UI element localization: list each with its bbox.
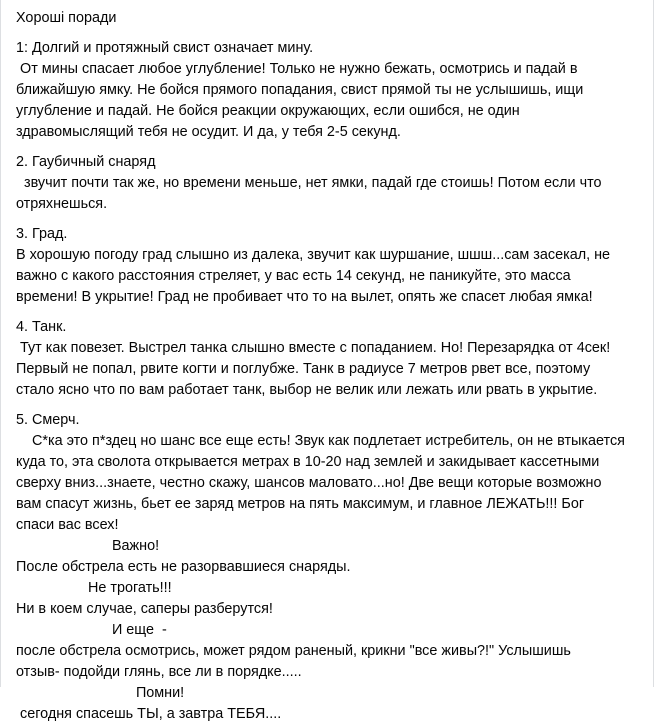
section-mine	[16, 38, 644, 143]
paragraph-gap	[16, 29, 644, 38]
remember-note: Помни!	[16, 685, 185, 701]
do-not-touch-note: Не трогать!!!	[16, 580, 172, 596]
grad-line: времени! В укрытие! Град не пробивает что то на вылет, опять же спасет любая ямка!	[16, 289, 593, 305]
smerch-line: спаси вас всех!	[16, 517, 119, 533]
warning-line: После обстрела есть не разорвавшиеся снаряды.	[16, 559, 351, 575]
and-also-note: И еще -	[16, 622, 167, 638]
section-grad	[16, 224, 644, 308]
paragraph-gap	[16, 215, 644, 224]
grad-line: важно с какого расстояния стреляет, у вас есть 14 секунд, не паникуйте, это масса	[16, 268, 571, 284]
howitzer-line: звучит почти так же, но времени меньше, нет ямки, падай где стоишь! Потом если что	[16, 175, 602, 191]
paragraph-gap	[16, 401, 644, 410]
paragraph-gap	[16, 308, 644, 317]
smerch-line: сверху вниз...знаете, честно скажу, шансов маловато...но! Две вещи которые возможно	[16, 475, 602, 491]
grad-line: В хорошую погоду град слышно из далека, звучит как шуршание, шшш...сам засекал, не	[16, 247, 611, 263]
mine-line: углубление и падай. Не бойся реакции окружающих, если ошибся, не один	[16, 103, 520, 119]
section-tank	[16, 317, 644, 401]
howitzer-line: отряхнешься.	[16, 196, 108, 212]
mine-line: здравомыслящий тебя не осудит. И да, у тебя 2-5 секунд.	[16, 124, 401, 140]
warning-line: Ни в коем случае, саперы разберутся!	[16, 601, 273, 617]
closing-line: сегодня спасешь ТЫ, а завтра ТЕБЯ....	[16, 706, 282, 722]
advice-line: отзыв- подойди глянь, все ли в порядке.....	[16, 664, 302, 680]
section-howitzer	[16, 152, 644, 215]
tank-line: стало ясно что по вам работает танк, выбор не велик или лежать или рвать в укрытие.	[16, 382, 598, 398]
advice-line: после обстрела осмотрись, может рядом раненый, крикни "все живы?!" Услышишь	[16, 643, 571, 659]
paragraph-gap	[16, 143, 644, 152]
mine-line: ближайшую ямку. Не бойся прямого попадания, свист прямой ты не услышишь, ищи	[16, 82, 584, 98]
grad-heading: 3. Град.	[16, 226, 68, 242]
mine-heading: 1: Долгий и протяжный свист означает мину.	[16, 40, 314, 56]
post-text	[16, 8, 644, 725]
tank-line: Тут как повезет. Выстрел танка слышно вместе с попаданием. Но! Перезарядка от 4сек!	[16, 340, 611, 356]
smerch-line: вам спасут жизнь, бьет ее заряд метров на пять максимум, и главное ЛЕЖАТЬ!!! Бог	[16, 496, 585, 512]
post-title: Хороші поради	[16, 10, 117, 26]
tank-heading: 4. Танк.	[16, 319, 67, 335]
mine-line: От мины спасает любое углубление! Только не нужно бежать, осмотрись и падай в	[16, 61, 578, 77]
section-smerch	[16, 410, 644, 725]
smerch-line: куда то, эта сволота открывается метрах в 10-20 над землей и закидывает кассетными	[16, 454, 600, 470]
tank-line: Первый не попал, рвите когти и поглубже. Танк в радиусе 7 метров рвет все, поэтому	[16, 361, 591, 377]
smerch-heading: 5. Смерч.	[16, 412, 80, 428]
howitzer-heading: 2. Гаубичный снаряд	[16, 154, 156, 170]
smerch-line: С*ка это п*здец но шанс все еще есть! Звук как подлетает истребитель, он не втыкается	[16, 433, 625, 449]
important-note: Важно!	[16, 538, 160, 554]
